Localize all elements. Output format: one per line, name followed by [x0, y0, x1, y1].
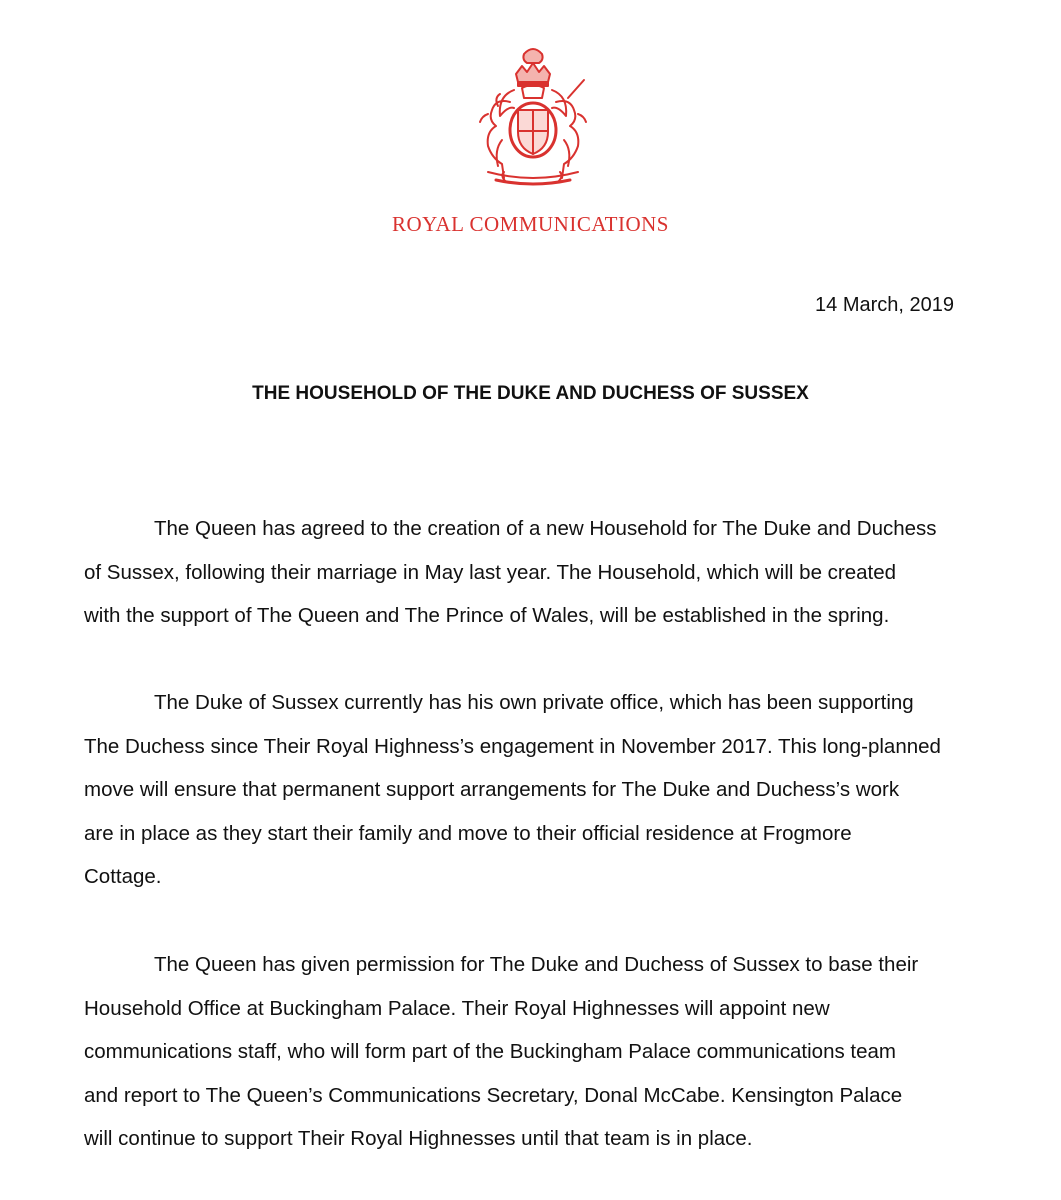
paragraph-line: and report to The Queen’s Communications Secretary, Donal McCabe. Kensington Palace [84, 1083, 903, 1107]
document-title: THE HOUSEHOLD OF THE DUKE AND DUCHESS OF SUSSEX [252, 383, 809, 404]
body-paragraph [84, 507, 988, 638]
paragraph-line: are in place as they start their family and move to their official residence at Frogmore [84, 821, 852, 845]
royal-coat-of-arms-icon [458, 40, 608, 190]
paragraph-line: Cottage. [84, 865, 162, 888]
body-paragraph [84, 681, 988, 899]
paragraph-line: The Duke of Sussex currently has his own private office, which has been supporting [154, 691, 914, 714]
paragraph-line: move will ensure that permanent support arrangements for The Duke and Duchess’s work [84, 778, 900, 801]
paragraph-line: with the support of The Queen and The Prince of Wales, will be established in the spring. [84, 604, 890, 627]
paragraph-line: Household Office at Buckingham Palace. Their Royal Highnesses will appoint new [84, 996, 830, 1020]
document-date: 14 March, 2019 [815, 294, 954, 316]
paragraph-line: The Queen has agreed to the creation of a new Household for The Duke and Duchess [154, 517, 937, 540]
paragraph-line: communications staff, who will form part of the Buckingham Palace communications team [84, 1040, 897, 1063]
paragraph-line: of Sussex, following their marriage in May last year. The Household, which will be created [84, 560, 897, 584]
paragraph-line: will continue to support Their Royal Highnesses until that team is in place. [84, 1127, 753, 1150]
paragraph-line: The Queen has given permission for The Duke and Duchess of Sussex to base their [154, 953, 919, 976]
paragraph-line: The Duchess since Their Royal Highness’s engagement in November 2017. This long-planned [84, 734, 941, 758]
body-paragraph [84, 943, 988, 1161]
letterhead-organisation: ROYAL COMMUNICATIONS [392, 212, 669, 236]
